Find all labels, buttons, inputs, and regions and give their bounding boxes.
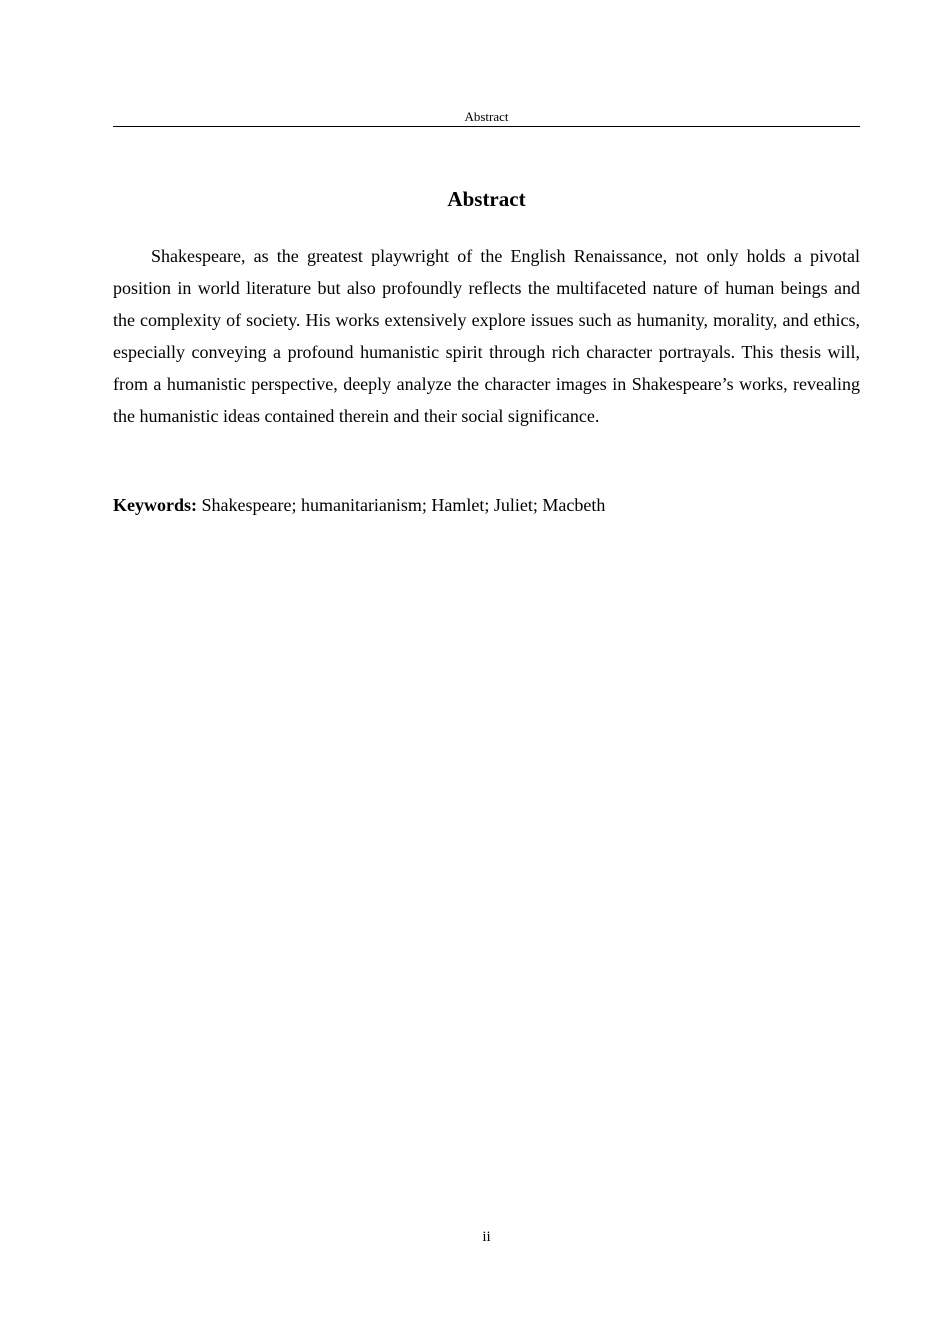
header-rule xyxy=(113,126,860,127)
keywords-value: Shakespeare; humanitarianism; Hamlet; Juliet; Macbeth xyxy=(197,495,606,515)
page-title: Abstract xyxy=(447,187,526,211)
running-header: Abstract xyxy=(464,109,509,124)
keywords-line xyxy=(113,491,860,519)
keywords-label: Keywords: xyxy=(113,495,197,515)
abstract-paragraph: Shakespeare, as the greatest playwright of the English Renaissance, not only holds a pivotal position in world literature but also profoundly reflects the multifaceted nature of human beings and the complexity of society. His works extensively explore issues such as humanity, morality, and ethics, especially conveying a profound humanistic spirit through rich character portrayals. This thesis will, from a humanistic perspective, deeply analyze the character images in Shakespeare’s works, revealing the humanistic ideas contained therein and their social significance. xyxy=(113,246,860,426)
page-number: ii xyxy=(482,1229,491,1245)
